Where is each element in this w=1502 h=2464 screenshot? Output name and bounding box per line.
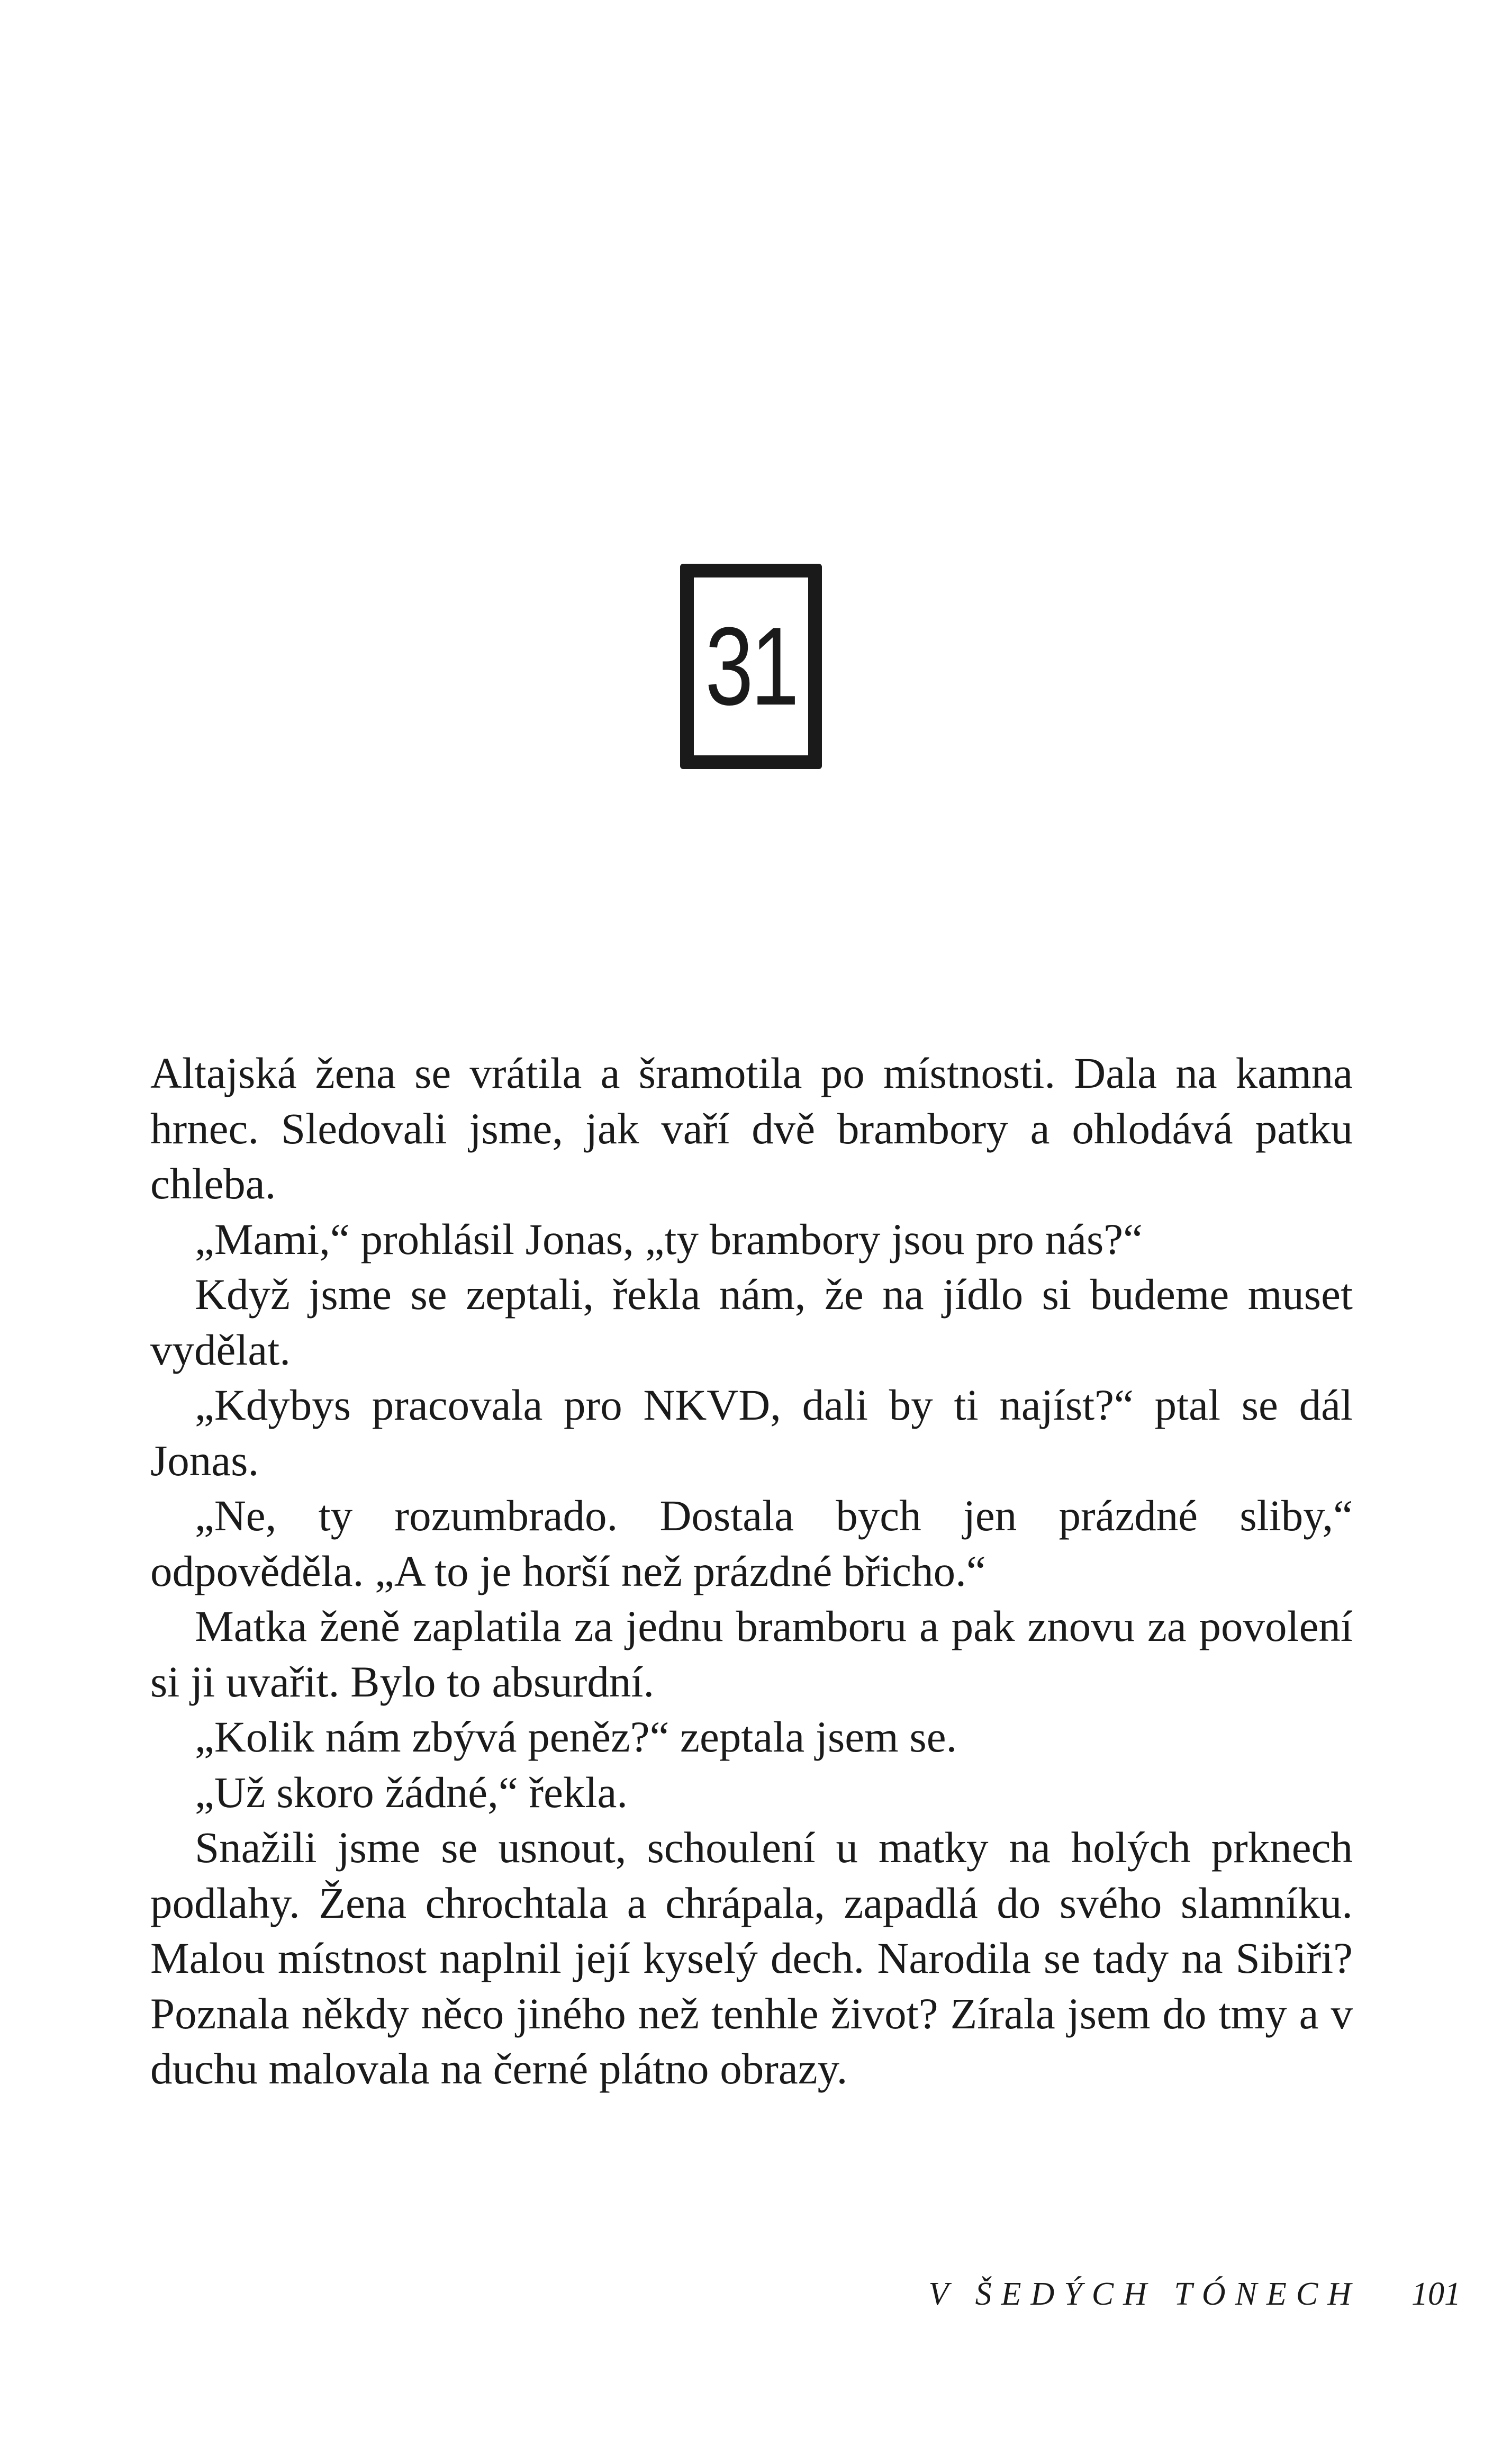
paragraph: „Kolik nám zbývá peněz?“ zeptala jsem se. bbox=[195, 1712, 957, 1761]
running-title: V ŠEDÝCH TÓNECH bbox=[928, 2276, 1361, 2312]
page-number: 101 bbox=[1411, 2276, 1461, 2312]
chapter-number: 31 bbox=[705, 604, 797, 728]
paragraph: Když jsme se zeptali, řekla nám, že na jídlo si budeme muset vydělat. bbox=[150, 1270, 1353, 1374]
paragraph: Snažili jsme se usnout, schoulení u matky na holých prknech podlahy. Žena chrochtala a chrápala, zapadlá do svého slamníku. Malou místnost naplnil její kyselý dech. Narodila se tady na Sibiři? Poznala někdy něco jiného než tenhle život? Zírala jsem do tmy a v duchu malovala na černé plátno obrazy. bbox=[150, 1823, 1353, 2093]
paragraph: Altajská žena se vrátila a šramotila po místnosti. Dala na kamna hrnec. Sledovali jsme, jak vaří dvě brambory a ohlodává patku chleba. bbox=[150, 1049, 1353, 1208]
page-footer bbox=[928, 2278, 1461, 2310]
paragraph: „Mami,“ prohlásil Jonas, „ty brambory jsou pro nás?“ bbox=[195, 1214, 1143, 1263]
paragraph: „Už skoro žádné,“ řekla. bbox=[195, 1767, 628, 1817]
paragraph: „Ne, ty rozumbrado. Dostala bych jen prázdné sliby,“ odpověděla. „A to je horší než prázdné břicho.“ bbox=[150, 1491, 1353, 1595]
chapter-body-text bbox=[150, 1045, 1353, 2097]
chapter-number-frame bbox=[680, 564, 822, 769]
paragraph: „Kdybys pracovala pro NKVD, dali by ti najíst?“ ptal se dál Jonas. bbox=[150, 1380, 1353, 1485]
paragraph: Matka ženě zaplatila za jednu bramboru a pak znovu za povolení si ji uvařit. Bylo to absurdní. bbox=[150, 1602, 1353, 1706]
